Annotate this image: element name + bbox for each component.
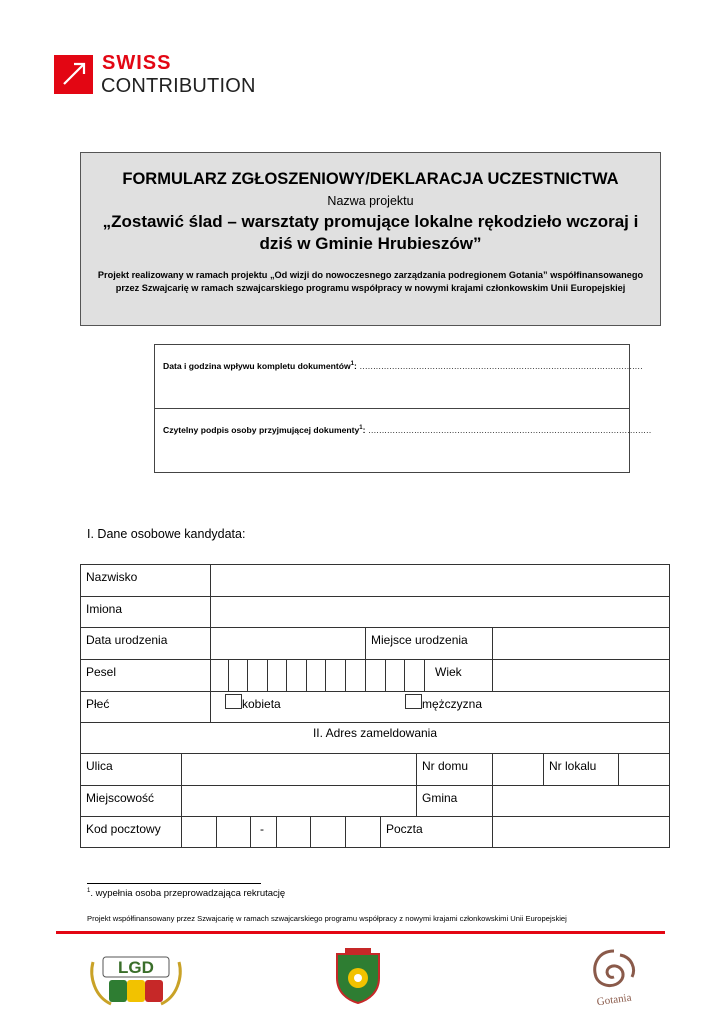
footer-red-rule bbox=[56, 931, 665, 934]
logo-text-swiss: SWISS bbox=[102, 52, 172, 74]
label-ulica: Ulica bbox=[86, 759, 113, 773]
form-title: FORMULARZ ZGŁOSZENIOWY/DEKLARACJA UCZESTNICTWA bbox=[122, 170, 619, 188]
label-nazwisko: Nazwisko bbox=[86, 570, 138, 584]
table-border bbox=[310, 816, 311, 848]
input-nazwisko[interactable] bbox=[210, 564, 669, 596]
document-receipt-box bbox=[154, 344, 652, 473]
logo-text-contribution: CONTRIBUTION bbox=[101, 75, 256, 97]
table-border bbox=[669, 564, 670, 848]
project-name: „Zostawić ślad – warsztaty promujące lokalne rękodzieło wczoraj i dziś w Gminie Hrubieszów” bbox=[102, 212, 639, 253]
label-gmina: Gmina bbox=[422, 791, 458, 805]
label-kobieta: kobieta bbox=[242, 697, 281, 711]
label-kod-pocztowy: Kod pocztowy bbox=[86, 822, 161, 836]
label-mezczyzna: mężczyzna bbox=[422, 697, 483, 711]
hrubieszow-coat-of-arms bbox=[335, 948, 381, 1004]
footnote bbox=[87, 888, 285, 899]
postal-code-dash: - bbox=[260, 822, 264, 836]
label-miejsce-urodzenia: Miejsce urodzenia bbox=[371, 633, 468, 647]
footnote-ref: 1 bbox=[350, 361, 354, 368]
label-data-urodzenia: Data urodzenia bbox=[86, 633, 168, 647]
form-header-box bbox=[80, 152, 661, 326]
label-miejscowosc: Miejscowość bbox=[86, 791, 155, 805]
footnote-text: . wypełnia osoba przeprowadzająca rekrutację bbox=[90, 888, 286, 900]
receipt-divider bbox=[155, 408, 629, 409]
project-description: Projekt realizowany w ramach projektu „Od wizji do nowoczesnego zarządzania podregionem Gotania” współfinansowanego przez Szwajcarię w ramach szwajcarskiego programu współpracy w nowymi krajami członkowskim Unii Europejskiej bbox=[97, 270, 644, 293]
label-nr-lokalu: Nr lokalu bbox=[549, 759, 597, 773]
label-poczta: Poczta bbox=[386, 822, 423, 836]
label-nr-domu: Nr domu bbox=[422, 759, 469, 773]
input-imiona[interactable] bbox=[210, 596, 669, 627]
input-nr-domu[interactable] bbox=[492, 753, 543, 785]
table-border bbox=[80, 847, 670, 848]
input-gmina[interactable] bbox=[492, 785, 669, 816]
label-plec: Płeć bbox=[86, 697, 110, 711]
project-label: Nazwa projektu bbox=[327, 194, 414, 208]
input-ulica[interactable] bbox=[181, 753, 416, 785]
receipt-signature-line[interactable]: Czytelny podpis osoby przyjmującej dokumenty$^1$: …………………………………………………………………………………………… bbox=[163, 425, 652, 435]
input-miejscowosc[interactable] bbox=[181, 785, 416, 816]
label-wiek: Wiek bbox=[435, 665, 462, 679]
input-data-urodzenia[interactable] bbox=[210, 627, 365, 659]
footnote-ref: 1 bbox=[359, 425, 363, 432]
footnote-mark: 1 bbox=[87, 888, 91, 894]
receipt-signature-label: Czytelny podpis osoby przyjmującej dokumenty bbox=[163, 425, 360, 435]
receipt-signature-dots: …………………………………………………………………………………………… bbox=[367, 425, 652, 435]
footnote-rule bbox=[87, 883, 261, 884]
personal-data-table bbox=[80, 564, 670, 848]
cofinance-statement: Projekt współfinansowany przez Szwajcarię w ramach szwajcarskiego programu współpracy z nowymi krajami członkowskimi Unii Europejskiej bbox=[87, 914, 567, 923]
lgd-logo-text: LGD bbox=[118, 958, 154, 977]
lgd-logo bbox=[87, 952, 185, 1008]
table-border bbox=[276, 816, 277, 848]
logo-arrow-icon bbox=[54, 55, 93, 94]
swiss-contribution-logo-mark bbox=[54, 55, 93, 94]
gotania-logo-text: Gotania bbox=[596, 991, 633, 1009]
receipt-date-label: Data i godzina wpływu kompletu dokumentów bbox=[163, 361, 351, 371]
section-personal-data-title: I. Dane osobowe kandydata: bbox=[87, 527, 246, 541]
input-poczta[interactable] bbox=[492, 816, 669, 847]
label-imiona: Imiona bbox=[86, 602, 123, 616]
table-border bbox=[80, 722, 670, 723]
input-wiek[interactable] bbox=[492, 659, 669, 691]
input-pesel[interactable] bbox=[210, 659, 424, 691]
table-border bbox=[80, 691, 670, 692]
section-address-title: II. Adres zameldowania bbox=[312, 726, 438, 740]
table-border bbox=[345, 816, 346, 848]
input-miejsce-urodzenia[interactable] bbox=[492, 627, 669, 659]
receipt-date-line[interactable]: Data i godzina wpływu kompletu dokumentów$^1$: …………………………………………………………………………………………… bbox=[163, 361, 643, 371]
gotania-logo bbox=[586, 945, 642, 1007]
receipt-date-dots: …………………………………………………………………………………………… bbox=[359, 361, 643, 371]
label-pesel: Pesel bbox=[86, 665, 117, 679]
input-nr-lokalu[interactable] bbox=[618, 753, 669, 785]
